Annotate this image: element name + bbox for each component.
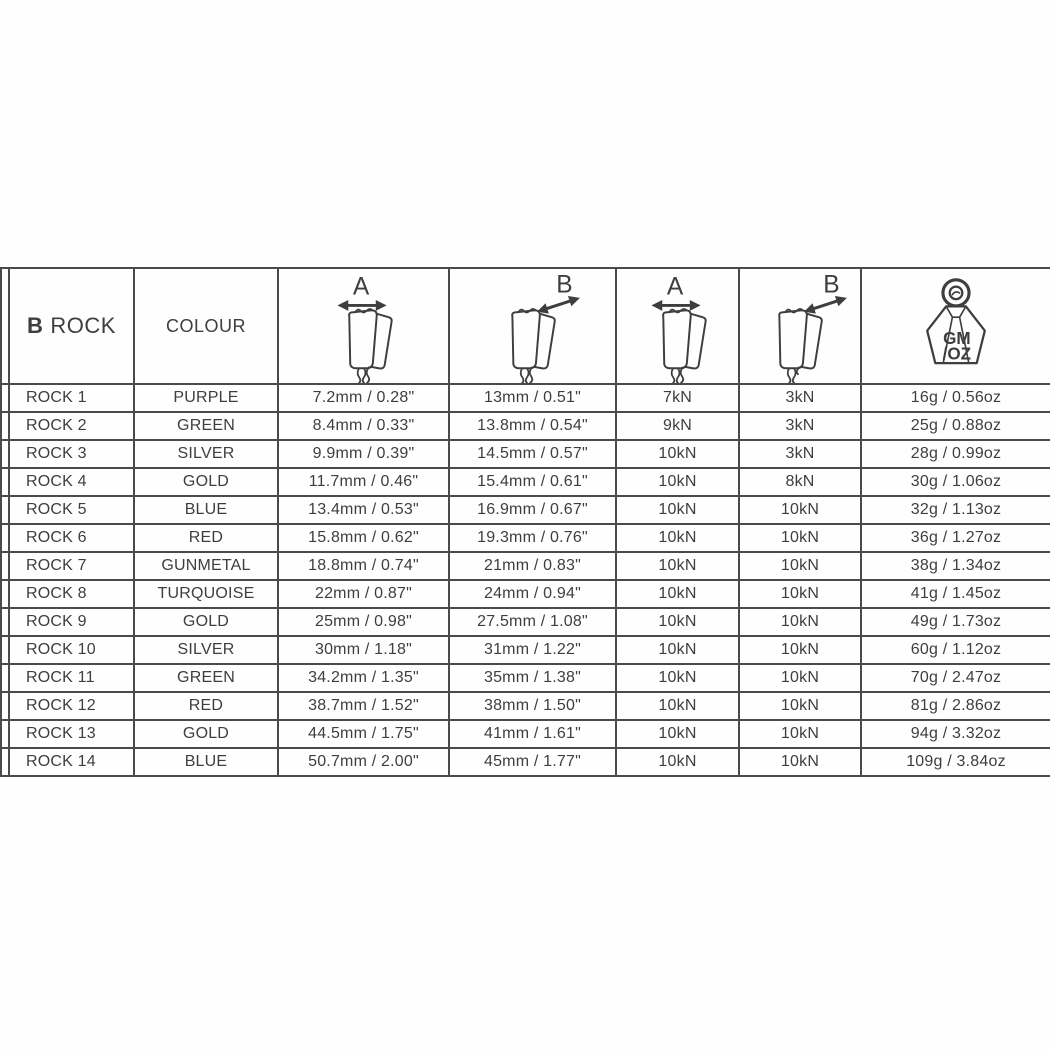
rock-width-a: 30mm / 1.18" xyxy=(278,636,449,664)
svg-text:B: B xyxy=(823,273,840,299)
rock-colour: TURQUOISE xyxy=(134,580,278,608)
rock-name: ROCK 5 xyxy=(9,496,134,524)
svg-text:A: A xyxy=(666,273,683,301)
table-row xyxy=(1,580,1050,608)
table-body xyxy=(1,384,1050,776)
strength-a-column-header xyxy=(616,268,739,384)
rock-width-b: 16.9mm / 0.67" xyxy=(449,496,616,524)
rock-width-a: 7.2mm / 0.28" xyxy=(278,384,449,412)
cropped-edge-sliver xyxy=(1,748,9,776)
rock-weight: 38g / 1.34oz xyxy=(861,552,1050,580)
rock-name: ROCK 8 xyxy=(9,580,134,608)
cropped-edge-sliver xyxy=(1,412,9,440)
cropped-edge-sliver xyxy=(1,692,9,720)
rock-width-a: 11.7mm / 0.46" xyxy=(278,468,449,496)
rock-colour: RED xyxy=(134,524,278,552)
table-row xyxy=(1,692,1050,720)
rock-width-b: 35mm / 1.38" xyxy=(449,664,616,692)
rock-strength-a: 10kN xyxy=(616,440,739,468)
rock-colour: GOLD xyxy=(134,468,278,496)
rock-strength-b: 3kN xyxy=(739,412,861,440)
rock-weight: 32g / 1.13oz xyxy=(861,496,1050,524)
rock-width-a: 44.5mm / 1.75" xyxy=(278,720,449,748)
cropped-edge-sliver xyxy=(1,552,9,580)
table-row xyxy=(1,496,1050,524)
rock-width-b: 19.3mm / 0.76" xyxy=(449,524,616,552)
rock-spec-table xyxy=(0,267,1050,777)
rock-colour: BLUE xyxy=(134,496,278,524)
rock-colour: RED xyxy=(134,692,278,720)
rock-width-a: 13.4mm / 0.53" xyxy=(278,496,449,524)
rock-width-b: 45mm / 1.77" xyxy=(449,748,616,776)
rock-strength-a: 9kN xyxy=(616,412,739,440)
svg-text:B: B xyxy=(555,273,573,299)
rock-weight: 70g / 2.47oz xyxy=(861,664,1050,692)
rock-weight: 41g / 1.45oz xyxy=(861,580,1050,608)
rock-name: ROCK 3 xyxy=(9,440,134,468)
rock-width-a: 18.8mm / 0.74" xyxy=(278,552,449,580)
rock-width-b: 13.8mm / 0.54" xyxy=(449,412,616,440)
rock-weight: 25g / 0.88oz xyxy=(861,412,1050,440)
rock-width-a: 22mm / 0.87" xyxy=(278,580,449,608)
cropped-edge-sliver xyxy=(1,524,9,552)
table-row xyxy=(1,636,1050,664)
rock-name: ROCK 9 xyxy=(9,608,134,636)
rock-strength-a: 10kN xyxy=(616,692,739,720)
table-row xyxy=(1,384,1050,412)
cropped-edge-sliver xyxy=(1,636,9,664)
rock-width-b: 41mm / 1.61" xyxy=(449,720,616,748)
nut-width-b-icon xyxy=(473,273,593,383)
rock-name: ROCK 4 xyxy=(9,468,134,496)
rock-weight: 36g / 1.27oz xyxy=(861,524,1050,552)
rock-strength-a: 10kN xyxy=(616,524,739,552)
rock-name: ROCK 13 xyxy=(9,720,134,748)
strength-b-column-header xyxy=(739,268,861,384)
rock-width-a: 8.4mm / 0.33" xyxy=(278,412,449,440)
cropped-edge-sliver xyxy=(1,496,9,524)
rock-strength-b: 8kN xyxy=(739,468,861,496)
rock-width-b: 14.5mm / 0.57" xyxy=(449,440,616,468)
rock-strength-b: 3kN xyxy=(739,384,861,412)
rock-weight: 16g / 0.56oz xyxy=(861,384,1050,412)
rock-width-b: 24mm / 0.94" xyxy=(449,580,616,608)
rock-strength-a: 10kN xyxy=(616,468,739,496)
nut-strength-b-icon xyxy=(740,273,860,383)
rock-width-a: 15.8mm / 0.62" xyxy=(278,524,449,552)
rock-weight: 81g / 2.86oz xyxy=(861,692,1050,720)
rock-name: ROCK 7 xyxy=(9,552,134,580)
rock-width-b: 31mm / 1.22" xyxy=(449,636,616,664)
rock-strength-a: 10kN xyxy=(616,552,739,580)
rock-weight: 60g / 1.12oz xyxy=(861,636,1050,664)
rock-name: ROCK 1 xyxy=(9,384,134,412)
rock-strength-a: 10kN xyxy=(616,636,739,664)
table-title-bold: B xyxy=(27,313,44,338)
cropped-edge-sliver xyxy=(1,580,9,608)
rock-strength-b: 10kN xyxy=(739,608,861,636)
rock-colour: GOLD xyxy=(134,720,278,748)
rock-strength-b: 10kN xyxy=(739,524,861,552)
cropped-edge-sliver xyxy=(1,384,9,412)
cropped-edge-sliver xyxy=(1,468,9,496)
table-title xyxy=(9,268,134,384)
rock-strength-a: 10kN xyxy=(616,580,739,608)
rock-width-b: 13mm / 0.51" xyxy=(449,384,616,412)
svg-text:/OZ: /OZ xyxy=(942,344,972,364)
rock-strength-a: 7kN xyxy=(616,384,739,412)
rock-weight: 28g / 0.99oz xyxy=(861,440,1050,468)
table-row xyxy=(1,468,1050,496)
rock-strength-a: 10kN xyxy=(616,664,739,692)
rock-colour: SILVER xyxy=(134,440,278,468)
nut-strength-a-icon xyxy=(618,273,738,383)
table-row xyxy=(1,552,1050,580)
rock-name: ROCK 12 xyxy=(9,692,134,720)
rock-strength-b: 10kN xyxy=(739,664,861,692)
rock-strength-a: 10kN xyxy=(616,720,739,748)
colour-column-header: COLOUR xyxy=(134,268,278,384)
rock-width-b: 21mm / 0.83" xyxy=(449,552,616,580)
width-b-column-header xyxy=(449,268,616,384)
rock-strength-b: 3kN xyxy=(739,440,861,468)
rock-strength-b: 10kN xyxy=(739,748,861,776)
svg-text:A: A xyxy=(352,273,369,301)
rock-colour: GREEN xyxy=(134,664,278,692)
rock-strength-b: 10kN xyxy=(739,496,861,524)
rock-width-b: 15.4mm / 0.61" xyxy=(449,468,616,496)
table-row xyxy=(1,748,1050,776)
rock-strength-a: 10kN xyxy=(616,748,739,776)
width-a-column-header xyxy=(278,268,449,384)
table-row xyxy=(1,440,1050,468)
table-row xyxy=(1,524,1050,552)
svg-text:GM: GM xyxy=(943,329,971,349)
rock-strength-b: 10kN xyxy=(739,552,861,580)
cropped-edge-sliver xyxy=(1,664,9,692)
cropped-edge-sliver xyxy=(1,268,9,384)
rock-strength-b: 10kN xyxy=(739,580,861,608)
rock-colour: GREEN xyxy=(134,412,278,440)
rock-name: ROCK 2 xyxy=(9,412,134,440)
weight-column-header xyxy=(861,268,1050,384)
cropped-edge-sliver xyxy=(1,720,9,748)
rock-name: ROCK 6 xyxy=(9,524,134,552)
rock-colour: PURPLE xyxy=(134,384,278,412)
rock-width-a: 9.9mm / 0.39" xyxy=(278,440,449,468)
rock-weight: 94g / 3.32oz xyxy=(861,720,1050,748)
rock-weight: 30g / 1.06oz xyxy=(861,468,1050,496)
header-row xyxy=(1,268,1050,384)
rock-strength-b: 10kN xyxy=(739,636,861,664)
table-title-rest: ROCK xyxy=(50,313,116,338)
rock-width-a: 25mm / 0.98" xyxy=(278,608,449,636)
table-row xyxy=(1,412,1050,440)
rock-colour: GOLD xyxy=(134,608,278,636)
rock-strength-a: 10kN xyxy=(616,608,739,636)
rock-strength-b: 10kN xyxy=(739,692,861,720)
rock-colour: BLUE xyxy=(134,748,278,776)
weight-gm-oz-icon xyxy=(886,274,1026,382)
rock-width-a: 34.2mm / 1.35" xyxy=(278,664,449,692)
rock-strength-a: 10kN xyxy=(616,496,739,524)
rock-name: ROCK 14 xyxy=(9,748,134,776)
rock-colour: SILVER xyxy=(134,636,278,664)
cropped-edge-sliver xyxy=(1,440,9,468)
rock-width-b: 27.5mm / 1.08" xyxy=(449,608,616,636)
rock-name: ROCK 10 xyxy=(9,636,134,664)
rock-width-a: 50.7mm / 2.00" xyxy=(278,748,449,776)
rock-weight: 109g / 3.84oz xyxy=(861,748,1050,776)
rock-colour: GUNMETAL xyxy=(134,552,278,580)
rock-width-a: 38.7mm / 1.52" xyxy=(278,692,449,720)
table-row xyxy=(1,664,1050,692)
rock-name: ROCK 11 xyxy=(9,664,134,692)
table-row xyxy=(1,720,1050,748)
table-row xyxy=(1,608,1050,636)
rock-width-b: 38mm / 1.50" xyxy=(449,692,616,720)
cropped-edge-sliver xyxy=(1,608,9,636)
rock-strength-b: 10kN xyxy=(739,720,861,748)
rock-weight: 49g / 1.73oz xyxy=(861,608,1050,636)
nut-width-a-icon xyxy=(304,273,424,383)
